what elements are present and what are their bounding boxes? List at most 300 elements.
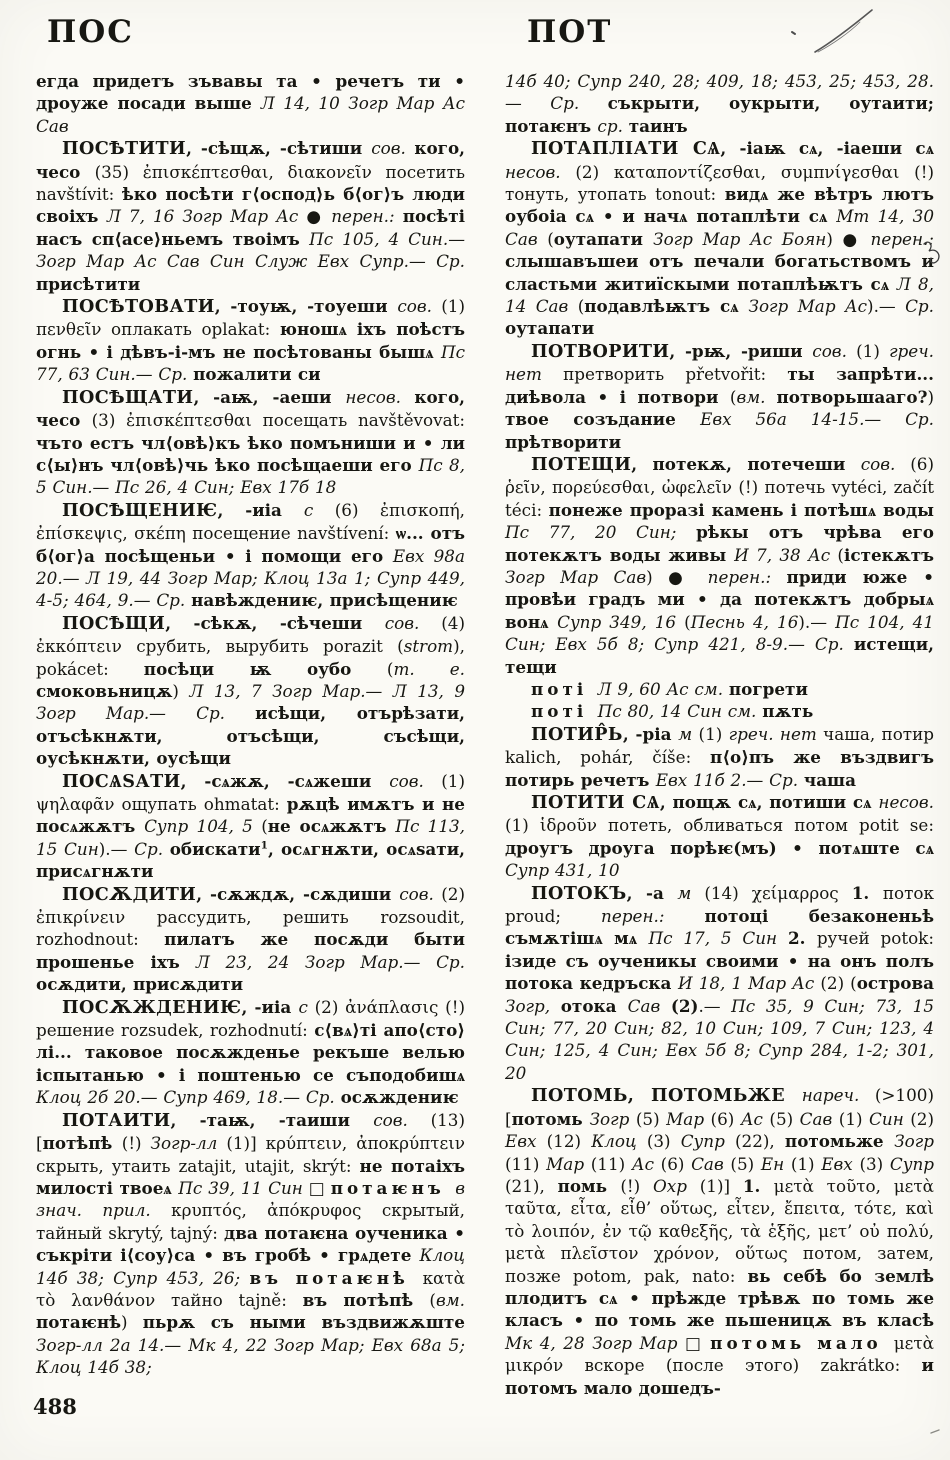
entry-text: 2. [787,928,817,949]
entry-text: вь себѣ бо землѣ плодитъ сѧ • прѣжде трѣвѫ по томь же класъ • по томь же пьшеницѫ въ класѣ [505,1265,934,1331]
entry-text: Ас [740,1108,770,1129]
entry-text: рѫцѣ имѫтъ и не посѧжѫтъ [36,794,465,837]
dictionary-entry [505,340,934,453]
entry-text: таинъ [628,115,688,136]
entry-text: в знач. прил. [36,1177,465,1221]
headword: ПОСѢТИТИ [62,138,187,160]
entry-text: Пс 77, 20 Син; [505,522,697,543]
dictionary-entry [505,882,934,1085]
entry-text: ), pokácet: [36,636,465,679]
dictionary-entry [36,996,465,1109]
entry-text: ) [121,1312,143,1333]
entry-text: ).— [798,611,836,632]
entry-text: Супр [889,1153,935,1174]
entry-text: несов. [345,386,415,407]
entry-text: (6) [910,453,934,474]
entry-text: (2) [314,996,346,1017]
entry-text: (1) [441,296,465,317]
entry-text: Ен [760,1153,791,1174]
entry-text: видѧ же вѣтръ лютъ оубоіа сѧ • и начѧ потаплѣти сѧ [505,184,934,227]
entry-text: сов. [812,340,857,361]
entry-text: (4) [441,612,465,633]
entry-text: Пс 35, 9 Син; 73, 15 Син; 77, 20 Син; 82, 10 Син; 109, 7 Син; 123, 4 Син; 125, 4 Син; Евх 5б 8; Супр 284, 1-2; 301, 20 [505,995,935,1083]
entry-text: Мт 14, 30 Сав [505,206,934,249]
entry-text: перен.: [707,566,787,587]
entry-text: пилатъ же посѫди быти прошенье іхъ [36,929,465,972]
entry-text: Л 7, 16 Зогр Мар Ас [106,206,307,227]
headword: ПОТОКЪ [531,882,627,904]
entry-text: , пощѫ сѧ, потиши сѧ [659,792,879,812]
entry-text: (6) [660,1153,692,1174]
entry-text: приди юже • провѣи градъ ми • да потекѫтъ добрыѧ вонѧ [505,566,934,632]
headword: ПОСѪЖДЕНИѤ [62,996,242,1018]
headword: ПОСѢЩИ [62,612,166,634]
entry-text: посѣци ѭ оубо [143,658,387,679]
entry-text: срубить, вырубить porazit ( [136,636,404,657]
entry-text: ізиде съ оученикы своими • на онъ полъ потока кедръска [505,950,934,994]
entry-text: рѣкы отъ чрѣва его потекѫтъ воды живы [505,522,934,565]
entry-text: рассудить, решить rozsoudit, rozhodnout: [36,907,465,950]
entry-text: ψηλαφᾶν [36,794,122,814]
entry-text: (6) [710,1108,741,1129]
entry-text: χείμαρρος [751,882,852,903]
entry-text: потомьже [784,1131,895,1152]
entry-text: , осѧгнѫти, осѧѕати, присѧгнѫти [36,838,465,882]
entry-text: ( [729,386,737,407]
entry-text: сов. [399,883,442,904]
entry-text: κρυπτός, ἀπόκρυφος [171,1200,382,1221]
entry-text: посѣті насъ сп⟨асе⟩ньемъ твоімъ [36,206,465,249]
entry-text: ср. [597,115,629,136]
dictionary-entry [36,612,465,770]
entry-text: ѡ... отъ б⟨ог⟩а посѣщеньи • і помощи его [36,523,466,566]
entry-text: Зогр [894,1131,934,1152]
dictionary-entry [505,678,934,700]
entry-text: съкрыти, оукрыти, оутаити; потаѥнъ [505,93,934,136]
entry-text: (1) [838,1108,870,1129]
entry-text: (11) [590,1153,632,1174]
entry-text: Сав [691,1153,731,1174]
entry-text: Пс 104, 41 Син; Евх 5б 8; Супр 421, 8-9.— Ср. [505,611,934,655]
headword: ПОТИР̂Ь [531,723,623,745]
entry-text: два потаѥна оученика • съкріти і⟨соу⟩са • въ гробѣ • грѧдете [36,1222,465,1266]
entry-text: т. е. [393,658,465,679]
entry-text: несов. [505,161,576,182]
entry-text: ἀνάπλασις [345,996,446,1017]
entry-text: (3) [91,410,127,431]
dictionary-entry [36,883,465,996]
entry-text: ( [684,611,691,632]
entry-text: (21), [505,1175,558,1196]
dictionary-entry [505,1084,934,1399]
entry-text: μετὰ τοῦτο, μετὰ ταῦτα, εἶτα, εἶθ’ οὕτως, εἶτεν, ἔπειτα, τότε, καὶ τὸ λοιπόν, ἐν τῷ καθεξῆς, τὰ ἑξῆς, μετ’ οὐ πολύ, μετὰ πλεῖστον χρόνον, οὕτως [505,1175,934,1264]
dictionary-entry [36,295,465,386]
headword: ПОТЕЩИ [531,453,632,475]
entry-text: Ср. [134,838,170,859]
entry-text: ( [547,228,554,249]
entry-text: ( [429,1289,436,1310]
entry-text: Пс 17, 5 Син [648,928,788,949]
entry-text: Л 9, 60 Ас см. [597,678,729,699]
entry-text: Супр 349, 16 [557,611,685,632]
entry-text: , -а [626,882,678,903]
headword: ПОСѦЅАТИ [62,770,181,792]
dictionary-entry [505,791,934,882]
entry-text: (14) [704,882,752,903]
entry-text: потаѥнъ [330,1177,456,1198]
entry-text: вм. [736,386,777,407]
entry-text: , -рѭ, -риши [669,340,813,361]
entry-text: несов. [878,792,934,812]
entry-text: (5) [769,1108,800,1129]
entry-text: , -сѫждѫ, -сѫдиши [196,883,400,904]
entry-text: Ср. [905,296,934,317]
entry-text: оутапати [505,318,595,339]
entry-text: И 7, 38 Ас [734,544,838,565]
entry-text: .— [698,995,732,1016]
entry-text: сов. [397,296,442,317]
entry-text: 1. [851,882,883,903]
entry-text: Пс 113, 15 Син [36,816,466,859]
entry-text: потомь [511,1108,590,1129]
entry-text: с⟨вѧ⟩ті апо⟨сто⟩лі... таковое посѫжденье рекъше велью іспытанью • і поштенью се съподобишѧ [36,1020,465,1085]
entry-text: (2) [441,883,466,904]
entry-text: перен.: [331,206,403,227]
entry-text: Л 23, 24 Зогр Мар.— Ср. [195,951,465,972]
dictionary-entry [36,386,465,499]
entry-text: (13) [ [36,1109,466,1154]
entry-text: чаша, потир kalich, pohár, číše: [505,723,935,768]
entry-text: помь [557,1175,621,1196]
entry-text: κρύπτειν, ἀποκρύπτειν [265,1133,466,1154]
entry-text: ) ● [826,228,871,249]
entry-text: въ потѣпѣ [302,1289,430,1310]
entry-text: ) ● [646,566,708,587]
entry-text: (!) решение rozsudek, rozhodnutí: [36,996,465,1041]
entry-text: (22), [734,1131,785,1152]
entry-text: прѣтворити [505,431,622,452]
entry-text: поті [531,701,598,722]
entry-text: (3) [859,1153,890,1174]
entry-text: вм. [435,1289,465,1310]
headword: ПОТАИТИ [62,1109,171,1131]
entry-text: , -иіа [217,499,304,520]
dictionary-entry [505,723,934,791]
entry-text: (35) [94,161,143,182]
entry-text: ἐπισκοπή, ἐπίσκεψις, σκέπη [36,499,466,544]
entry-text: острова [856,973,935,994]
entry-text: потеть, обливаться потом potit se: [607,815,935,836]
entry-text: (1) [790,1153,822,1174]
entry-text: Мар [546,1153,591,1174]
entry-text: Зогр Мар Ас Боян [653,228,827,249]
entry-text: ( [577,296,585,317]
entry-text: 14б 40; Супр 240, 28; 409, 18; 453, 25; 453, 28.— Ср. [505,71,934,114]
entry-text: не потаіхъ милості твоеѧ [36,1155,465,1198]
entry-text: (2) [575,161,614,182]
entry-text: И 18, 1 Мар Ас [678,973,821,994]
entry-text: чаша [803,769,856,790]
entry-text: Зогр, [505,995,561,1016]
entry-text: (12) [546,1131,592,1152]
entry-text: κατὰ τὸ λανθάνον [36,1267,465,1310]
dictionary-entry [36,499,465,612]
entry-text: (1) [441,770,465,791]
entry-text: Ас [631,1153,661,1174]
entry-text: (2) [910,1108,935,1129]
entry-text: с [303,499,335,520]
entry-text: істекѫтъ [843,544,934,565]
entry-text: ἐκκόπτειν [36,636,137,657]
entry-text: (2) [670,995,699,1016]
entry-text: оутапати [553,228,654,249]
entry-text: слышавъшеи отъ печали богатьствомъ и сластьми житиїскыми потаплѣѭтъ сѧ [505,251,934,294]
entry-text: ῥεῖν, πορεύεσθαι, ὠφελεῖν [505,477,739,498]
entry-text: егда придетъ зъвавы та • речетъ ти • дроуже посади выше [36,71,465,114]
entry-text: потворьшааго? [776,386,928,407]
entry-text: Супр 431, 10 [505,860,620,881]
entry-text: сов. [384,612,442,633]
entry-text: (1) [698,723,729,744]
entry-text: скрытый, тайный skrytý, tajný: [36,1200,465,1243]
entry-text: (!) [121,1133,151,1154]
entry-text: Клоц 2б 20.— Супр 469, 18.— Ср. [36,1087,341,1108]
entry-text: (!) тонуть, утопать tonout: [505,161,934,205]
entry-text: потѣпѣ [42,1133,122,1154]
entry-text: (1) [856,340,890,361]
entry-text: Евх 11б 2.— Ср. [655,769,804,790]
running-head-left: ПОС [47,14,134,50]
entry-text: м [678,723,699,744]
headword: ПОСѪДИТИ [62,883,197,905]
entry-text: ἐπικρίνειν [36,907,157,928]
entry-text: сов. [860,453,911,474]
entry-text: сов. [389,770,442,791]
entry-text: Супр 104, 5 [144,816,262,837]
dictionary-entry [36,137,465,295]
entry-text: Зогр Мар Сав [505,566,647,587]
entry-text: Син [869,1108,911,1129]
entry-text: Охр [652,1175,700,1196]
headword: ПОТИТИ СѦ [531,792,660,813]
entry-text: нареч. [801,1085,875,1106]
entry-text: посещать navštěvovat: [262,410,465,431]
entry-text: потаѥнѣ [36,1312,121,1333]
entry-text: ощупать ohmatat: [121,794,287,814]
dictionary-entry [36,70,465,137]
entry-text: ( [261,816,268,837]
entry-text: ( [386,658,394,679]
entry-text: (1)] [699,1175,743,1196]
entry-text: Пс 39, 11 Син [178,1177,309,1198]
entry-text: кого, чесо [36,386,465,431]
entry-text: (5) [730,1153,761,1174]
entry-text: ἱδροῦν [539,815,608,836]
entry-text: ( [837,544,844,565]
entry-text: , -иіа [241,996,299,1017]
entry-text: тайно tajně: [171,1289,303,1310]
entry-text: Зогр-лл 2а 14.— Мк 4, 22 Зогр Мар; Евх 68а 5; Клоц 14б 38; [36,1334,465,1378]
entry-text: , -сѣщѫ, -сѣтиши [186,138,372,159]
entry-text: пѫть [762,701,814,722]
entry-text: поті [531,678,598,699]
entry-text: Сав [627,995,671,1016]
entry-text: осѫждениѥ [340,1087,459,1108]
entry-text: , -тоуѭ, -тоуеши [214,296,398,317]
entry-text: с [298,996,315,1017]
entry-text: твое созъдание [505,409,701,430]
entry-text: ● [306,206,332,227]
entry-text: отока [560,995,628,1016]
entry-text: , -іаѭ сѧ, -іаеши сѧ [720,138,934,159]
entry-text: μετὰ μικρόν [505,1332,934,1376]
entry-text: (3) [646,1131,681,1152]
dictionary-entry [505,700,934,722]
entry-text: □ [308,1177,331,1198]
left-column [36,70,465,1379]
entry-text: потомь мало [710,1332,894,1353]
entry-text: (1) [505,815,540,836]
entry-text: присѣтити [36,273,141,294]
entry-text: Зогр [589,1108,636,1129]
entry-text: Зогр Мар Ас [748,296,868,317]
entry-text: м [677,882,705,903]
entry-text: καταποντίζεσθαι, συμπνίγεσθαι [613,161,915,182]
entry-text: въ потаѥнѣ [249,1267,423,1288]
entry-text: ѣко посѣти г⟨оспод⟩ь б⟨ог⟩ъ люди своіхъ [36,184,465,227]
entry-text: Мар [666,1108,711,1129]
entry-text: ручей potok: [816,928,934,949]
dictionary-entry [505,70,934,137]
entry-text: Клоц [591,1131,647,1152]
entry-text: скрыть, утаить zatajit, utajit, skrýt: [36,1155,360,1176]
entry-text: потоці безаконеньѣ съмѫтішѧ мѧ [505,906,934,949]
dictionary-entry [36,770,465,883]
entry-text: смоковьницѫ [36,680,173,701]
entry-text: Сав [799,1108,839,1129]
entry-text: ) [172,680,190,701]
entry-text: Песнь 4, 16 [690,611,799,632]
handwritten-pen-stroke [770,2,900,62]
entry-text: 1. [742,1175,774,1196]
entry-text: Зогр-лл [150,1133,227,1154]
entry-text: (5) [635,1108,667,1129]
entry-text: Евх [821,1153,860,1174]
running-head-right: ПОТ [527,14,613,50]
entry-text: сов. [373,1109,431,1130]
dictionary-entry [505,137,934,340]
entry-text: 1 [260,839,268,852]
entry-text: , -аѭ, -аеши [193,386,346,407]
entry-text: Пс 105, 4 Син.— Зогр Мар Ас Сав Син Служ Евх Супр.— Ср. [36,228,465,272]
entry-text: пожалити си [193,364,321,385]
entry-text: (11) [505,1153,547,1174]
entry-text: исѣщи, отърѣзати, отъсѣкнѫти, отъсѣщи, съсѣщи, оусѣкнѫти, оусѣщи [36,703,465,769]
headword: ПОТВОРИТИ [531,340,670,362]
entry-text: Супр [680,1131,735,1152]
entry-text: , -ріа [622,723,679,744]
handwritten-squiggle [916,238,946,272]
entry-text: посетить navštívit: [36,161,465,205]
entry-text: Пс 8, 5 Син.— Пс 26, 4 Син; Евх 17б 18 [36,454,465,498]
entry-text: Мк 4, 28 Зогр Мар [505,1332,686,1353]
entry-text: ) [927,386,934,407]
entry-text: погрети [728,678,808,699]
entry-text: и потомъ мало дошедъ- [505,1355,934,1398]
entry-text: πενθεῖν [36,319,112,340]
entry-text: юношѧ іхъ поѣстъ огнь • і дѣвъ-і-мъ не посѣтованы бышѧ [36,319,465,362]
entry-text: , -сѣкѫ, -сѣчеши [165,612,385,633]
entry-text: греч. нет [505,340,934,385]
entry-text: Пс 77, 63 Син.— Ср. [36,341,465,385]
entry-text: дроугъ дроуга порѣѥ(мъ) • потѧште сѧ [505,837,934,858]
entry-text: истещи, тещи [505,634,934,677]
entry-text: Евх 56а 14-15.— Ср. [700,409,934,430]
entry-text: претворить přetvořit: [563,364,788,385]
entry-text: (!) потечь vytéci, začít téci: [505,477,935,520]
entry-text: потом, затем, позже potom, pak, nato: [505,1243,935,1286]
entry-text: (!) [620,1175,653,1196]
entry-text: осѫдити, присѫдити [36,974,244,995]
entry-text: посещение navštívení: [192,523,396,544]
entry-text: чъто естъ чл⟨овѣ⟩къ ѣко помъниши и • ли с⟨ы⟩нъ чл⟨овѣ⟩чь ѣко посѣщаеши его [36,432,465,475]
entry-text: Пс 80, 14 Син см. [597,701,763,722]
entry-text: Л 14, 10 Зогр Мар Ас Сав [36,93,465,136]
entry-text: обискати [169,838,261,859]
entry-text: Евх [505,1131,547,1152]
entry-text: сов. [371,138,415,159]
entry-text: ).— [98,838,135,859]
entry-text: , -сѧжѫ, -сѧжеши [180,770,390,791]
entry-text: перен.: [601,906,705,927]
entry-text: понеже проразі камень і потѣшѧ воды [548,499,934,520]
headword: ПОТАПЛІАТИ СѦ [531,138,721,160]
entry-text: Л 8, 14 Сав [505,273,934,317]
entry-text: перен.: [870,228,935,249]
entry-text: ἐπισκέπτεσθαι, διακονεῖν [142,161,386,182]
entry-text: ).— [867,296,906,317]
entry-text: □ [685,1332,711,1353]
entry-text: Евх 98а 20.— Л 19, 44 Зогр Мар; Клоц 13а 1; Супр 449, 4-5; 464, 9.— Ср. [36,545,465,611]
entry-text: , потекѫ, потечеши [631,453,861,474]
entry-text: (6) [334,499,380,520]
dictionary-entry [36,1109,465,1379]
entry-text: кого, чесо [36,138,465,182]
entry-text: навѣждениѥ, присѣщениѥ [191,590,458,611]
entry-text: вскоре (после этого) zakrátko: [584,1355,922,1376]
entry-text: пьрѫ съ ными въздвижѫште [142,1312,465,1333]
entry-text: (2) ( [820,973,857,994]
page-number: 488 [33,1394,77,1419]
headword: ПОСѢТОВАТИ [62,296,215,318]
dictionary-entry [505,453,934,678]
entry-text: п⟨о⟩пъ же въздвигъ потирь речетъ [505,747,934,790]
entry-text: ἐπισκέπτεσθαι [126,410,263,431]
headword: ПОСѢЩАТИ [62,386,194,408]
entry-text: Клоц 14б 38; Супр 453, 26; [36,1245,465,1288]
headword: ПОСѢЩЕНИѤ [62,499,218,521]
entry-text: оплакать oplakat: [111,319,280,340]
entry-text: strom [403,636,454,657]
entry-text: Л 13, 7 Зогр Мар.— Л 13, 9 Зогр Мар.— Ср. [36,680,465,724]
headword: ПОТОМЬ, ПОТОМЬЖЕ [531,1085,802,1107]
entry-text: поток proud; [505,882,934,927]
right-column [505,70,934,1399]
entry-text: , -таѭ, -таиши [170,1109,374,1130]
entry-text: ты запрѣти... диѣвола • і потвори [505,364,934,407]
entry-text: подавлѣѭтъ сѧ [584,296,749,317]
entry-text: (1)] [226,1133,266,1154]
